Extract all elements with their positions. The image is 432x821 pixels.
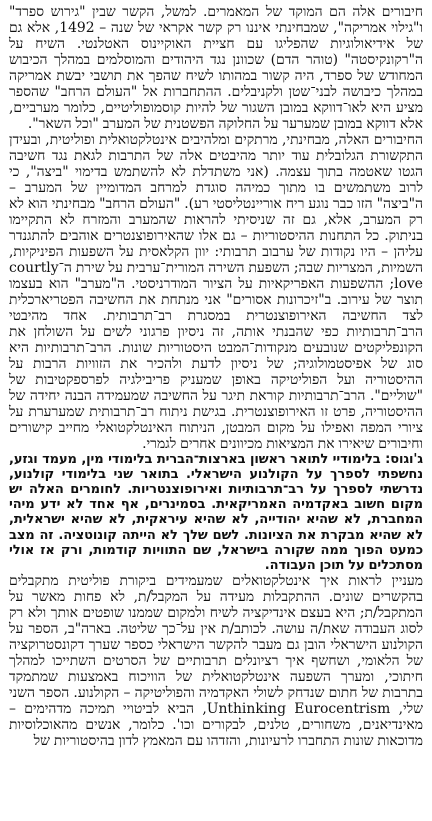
body-paragraph-2: החיבורים האלה, מבחינתי, מרתקים ומלהיבים אינטלקטואלית ופוליטית, ובעידן התקשורת הגלובלית עוד יותר מהיבטים אלה של התרבות לגאת נגד חשיבה הגטו שאטמה בתוך עצמה. (אני משתדלת לא להשתמש בדימוי "ביצה", כי לרוב משתמשים בו מתוך כמיהה סוגדת למרחב המדומיין של המערב – ה"ביצה" הזו כבר נוגע ריח אוריינטליסטי רע). "העולם הרחב" מבחינתי הוא לא רק המערב, אלא, גם זה שניסיתי להראות שהמערב והמזרח לא התקיימו בניתוק. כל התחנות ההיסטוריות – גם אלו שהאירופוצנטרים אוהבים להתגנדר עליהן – היו נקודות של ערבוב תרבותי: יוון הקלאסית על השפעות הפיניקיות, השמיות, המצריות שבה; השפעת השירה המורית־ערבית על שירת ה־courtly love; ההשפעות האפריקאיות על הציור המודרניסטי. ה"מערב" הוא בעצמו תוצר של עירוב. ב"זיכרונות אסורים" אני מנתחת את החשיבה הפטריארכלית לצד החשיבה האירופוצנטרית במסגרת רב־תרבותית. אחד מהיבטי הרב־תרבותיות כפי שהבנתי אותה, זה ניסיון פרגוני לשים על השולחן את הקונפליקטים שנובעים מנקודות־המבט היסטוריות שונות. הרב־תרבותיות היא סוג של אפיסטמולוגיה; של ניסיון לדעת ולהכיר את הזוויות הרבות על ההיסטוריה ועל הפוליטיקה באופן שמעניק פריבילגיה לפרספקטיבות של "שוליים". הרב־תרבותיות קוראת תיגר על החשיבה שמעמידה הבנה יחידה של ההיסטוריה, פרט זו האירופוצנטרית. בגישת ניתוח רב־תרבותית שמערערת על ציורי המפה ואפילו על מקום המבטן, הניתוח האינטלקטואלי מחייב קישורים וחיבורים שיאירו את המציאות מכיוונים אחרים לגמרי. — [9, 131, 423, 452]
body-paragraph-3: מעניין לראות איך אינטלקטואלים שמעמידים ביקורת פוליטית מתקבלים בהקשרים שונים. ההתקבלות מעידה על המקבל/ת, לא פחות מאשר על המתקבל/ת; היא בעצם אינדיקציה לשיח ולמקום שממנו שופטים אותך ולא רק לסוג העבודה שאת/ה עושה. לכותב/ת אין על־כך שליטה. בארה"ב, הספר על הקולנוע הישראלי הובן גם מעבר להקשר הישראלי כספר שערך דקונסטרוקציה של הלאומי, ושחשף איך רציונלים תרבותיים של הסרטים השתייכו למהלך חיתוכי, ומערך השפעה אינטלקטואלית של הוויכוח באמצעות שמתמקד בתרבות של חתום שנדחק לשולי האקדמיה והפוליטיקה – הקולנוע. הספר השני שלי, Unthinking Eurocentrism, הביא לביטויי תמיכה מדהימים – מאינדיאנים, משחורים, טלנים, לבקורים וכו'. כלומר, אנשים מהאוכלוסיות מדוכאות שונות התחברו לרעיונות, והזדהו עם המאמץ לדון בהיסטוריות של — [9, 573, 423, 750]
interview-question-paragraph: ג'וגוס: בלימודיי לתואר ראשון בארצות־הברית בלימודי מין, מעמד וגזע, נחשפתי לספרך על הקולנוע הישראלי. בתואר שני בלימודי קולנוע, נדרשתי לספרך על רב־תרבותיות ואירופוצנטריות. לחומרים האלה יש מקום חשוב באקדמיה האמריקאית. בסמינרים, אף אחד לא ידע מיהי המחברת, לא שהיא יהודייה, לא שהיא עיראקית, לא שהיא ישראלית, לא שהיא מבקרת את הציונות. לשם שלך לא הייתה קונוטציה. זה מצב כמעט הפוך ממה שקורה בישראל, שם התוויות קודמות, ורק אז אולי מסתכלים על תוכן העבודה. — [9, 451, 423, 573]
body-paragraph-1: חיבורים אלה הם המוקד של המאמרים. למשל, הקשר שבין "גירוש ספרד" ו"גילוי אמריקה", שמבחינתי איננו רק קשר אקראי של שנה – 1492, אלא גם של אידיאולוגיות שהפליגו עם חציית האוקיינוס האטלנטי. השיח על ה"רקונקיסטה" (טוהר הדם) שכוונן נגד היהודים והמוסלמים במהלך הכיבוש המחודש של ספרד, היה קשור במהותו לשיח שהפך את תושבי יבשת אמריקה במהלך כיבושה לבני־שטן ולקניבלים. ההתחברות אל "העולם הרחב" שהספר מציע היא לאו־דווקא במובן השגור של להיות קוסמופוליטיים, כלומר מערביים, אלא דווקא במובן שמערער על החלוקה הפשטנית של המערב "וכל השאר". — [9, 4, 423, 132]
